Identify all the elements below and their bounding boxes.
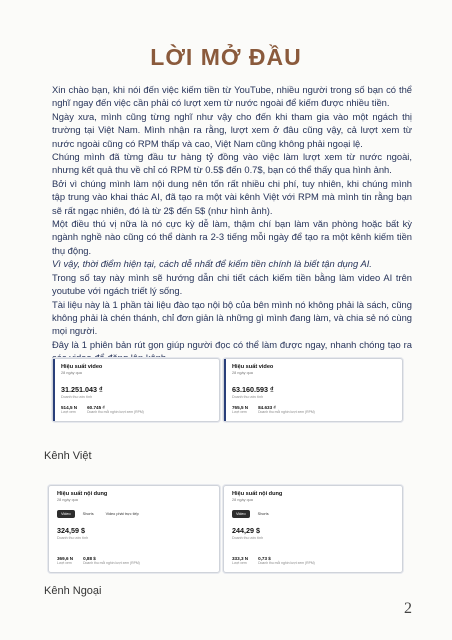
- video-performance-card-1: [52, 358, 220, 422]
- label-kenh-viet: Kênh Việt: [44, 450, 92, 462]
- paragraph-emphasis: Vì vậy, thời điểm hiện tại, cách dễ nhất để kiếm tiền chính là biết tận dụng AI.: [52, 258, 372, 270]
- card-title: Hiệu suất nội dung: [232, 491, 283, 497]
- paragraph: Một điều thú vị nữa là nó cực kỳ dễ làm, thậm chí bạn làm văn phòng hoặc bất kỳ ngành nghề nào cũng có thể dành ra 2-3 tiếng mỗi ngày để tạo ra một kênh kiếm tiền thụ động.: [52, 218, 412, 256]
- estimated-revenue-label: Doanh thu ước tính: [57, 536, 89, 540]
- views-value: 333,3 N: [232, 556, 249, 561]
- views-value: 765,5 N: [232, 405, 249, 410]
- estimated-revenue-label: Doanh thu ước tính: [232, 536, 264, 540]
- content-tabs: [232, 510, 394, 518]
- card-period: 28 ngày qua: [57, 498, 78, 502]
- views-value: 369,6 N: [57, 556, 74, 561]
- card-title: Hiệu suất video: [61, 364, 103, 370]
- estimated-revenue-label: Doanh thu ước tính: [61, 395, 93, 399]
- rpm-value: 84.633 ₫: [258, 405, 276, 410]
- paragraph: Đây là 1 phiên bản rút gọn giúp người đọc có thể làm được ngay, nhanh chóng tạo ra: [52, 338, 412, 350]
- views-label: Lượt xem: [57, 561, 72, 565]
- estimated-revenue: 63.160.593 ₫: [232, 385, 274, 394]
- tab-video[interactable]: Video: [232, 510, 250, 518]
- card-metrics: [57, 556, 211, 565]
- intro-body: [52, 83, 412, 365]
- page-title: LỜI MỞ ĐẦU: [150, 44, 302, 70]
- content-tabs: [57, 510, 211, 518]
- rpm-value: 60.745 ₫: [87, 405, 105, 410]
- paragraph: Tài liệu này là 1 phần tài liệu đào tạo nội bộ của bên mình nó không phải là sách, cũng không phải là chén thánh, chỉ đơn giản là những gì mình đang làm, và chia sẻ nó cùng mọi người.: [52, 298, 412, 337]
- tab-live[interactable]: Video phát trực tiếp: [105, 512, 139, 516]
- card-period: 28 ngày qua: [232, 498, 253, 502]
- tab-shorts[interactable]: Shorts: [82, 512, 94, 516]
- paragraph: Bởi vì chúng mình làm nội dung nên tốn rất nhiều chi phí, tuy nhiên, khi chúng mình tập trung vào khai thác AI, đã tạo ra một vài kênh Việt với RPM mà mình tin rằng bạn sẽ rất ngạc nhiên, đó là từ 2$ đến 5$ (như hình ảnh).: [52, 177, 412, 216]
- estimated-revenue: 324,59 $: [57, 526, 85, 535]
- content-performance-card-2: [223, 485, 403, 573]
- views-label: Lượt xem: [232, 561, 247, 565]
- rpm-value: 0,88 $: [83, 556, 96, 561]
- estimated-revenue: 244,29 $: [232, 526, 260, 535]
- rpm-value: 0,73 $: [258, 556, 271, 561]
- paragraph: Chúng mình đã từng đầu tư hàng tỷ đồng vào việc làm lượt xem từ nước ngoài, nhưng kết quả thu về chỉ có RPM từ 0.5$ đến 0.7$, bạn có thể thấy qua hình ảnh.: [52, 151, 412, 176]
- card-title: Hiệu suất video: [232, 364, 274, 370]
- rpm-label: Doanh thu mỗi nghìn lượt xem (RPM): [87, 410, 144, 414]
- estimated-revenue-label: Doanh thu ước tính: [232, 395, 264, 399]
- content-performance-card-1: [48, 485, 220, 573]
- card-metrics: [232, 556, 394, 565]
- card-period: 28 ngày qua: [61, 371, 82, 375]
- card-metrics: [61, 405, 211, 414]
- page-number: 2: [404, 600, 412, 617]
- estimated-revenue: 31.251.043 ₫: [61, 385, 103, 394]
- card-metrics: [232, 405, 394, 414]
- views-label: Lượt xem: [61, 410, 76, 414]
- paragraph: Trong số tay này mình sẽ hướng dẫn chi tiết cách kiếm tiền bằng làm video AI trên youtube với ngách triết lý sống.: [52, 271, 412, 297]
- video-performance-card-2: [223, 358, 403, 422]
- card-period: 28 ngày qua: [232, 371, 253, 375]
- card-title: Hiệu suất nội dung: [57, 491, 108, 497]
- rpm-label: Doanh thu mỗi nghìn lượt xem (RPM): [83, 561, 140, 565]
- rpm-label: Doanh thu mỗi nghìn lượt xem (RPM): [258, 561, 315, 565]
- views-value: 514,5 N: [61, 405, 78, 410]
- paragraph: Xin chào bạn, khi nói đến việc kiếm tiền từ YouTube, nhiều người trong số bạn có thể nghĩ ngay đến việc cần phải có lượt xem từ nước ngoài để kiếm được nhiều tiền.: [52, 84, 412, 109]
- tab-video[interactable]: Video: [57, 510, 75, 518]
- views-label: Lượt xem: [232, 410, 247, 414]
- label-kenh-ngoai: Kênh Ngoại: [44, 585, 102, 597]
- rpm-label: Doanh thu mỗi nghìn lượt xem (RPM): [258, 410, 315, 414]
- tab-shorts[interactable]: Shorts: [257, 512, 269, 516]
- paragraph: Ngày xưa, mình cũng từng nghĩ như vậy cho đến khi tham gia vào một ngách thị trường tại Việt Nam. Mình nhận ra rằng, lượt xem ở đâu cũng vậy, cả lượt xem từ nước ngoài cũng có RPM thấp và cao, Việt Nam cũng không phải ngoại lệ.: [52, 110, 412, 149]
